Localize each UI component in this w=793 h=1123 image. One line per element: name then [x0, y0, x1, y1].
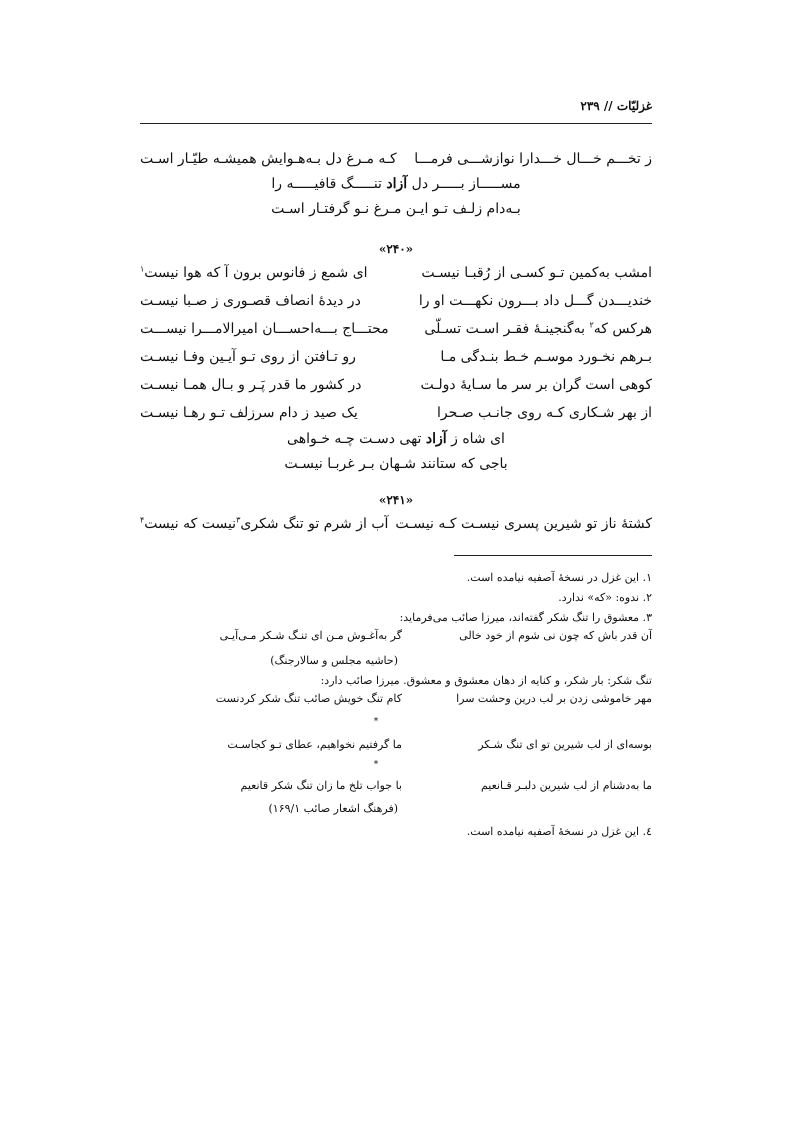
- couplet: [140, 402, 652, 424]
- couplet: [140, 374, 652, 396]
- couplet: [140, 346, 652, 368]
- hemistich-right: مهر خاموشی زدن بر لب درین وحشت سرا: [456, 692, 652, 705]
- hemistich-right: از بهر شـکاری کـه روی جانـب صـحرا: [436, 405, 652, 421]
- footnote-verse: [140, 690, 652, 708]
- hemistich-left: با جواب تلخ ما زان تنگ شکر قانعیم: [240, 779, 402, 792]
- footnote-3: ۳. معشوق را تنگ شکر گفته‌اند، میرزا صائب می‌فرماید:: [399, 611, 652, 624]
- closing-line-2: باجی که ستانند شـهان بـر غربـا نیسـت: [284, 456, 508, 472]
- hemistich-left: محتـــاج بـــه‌احســـان امیرالامـــرا نیســـت: [140, 321, 389, 337]
- footnote-ref: ۱: [140, 264, 145, 274]
- footnote-2: ۲. ندوه: «که» ندارد.: [558, 591, 652, 604]
- footnote-3-note: تنگ شکر: بار شکر، و کنایه از دهان معشوق و معشوق. میرزا صائب دارد:: [320, 674, 652, 687]
- footnote-verse: [140, 777, 652, 795]
- text-part: آب از شرم تو تنگ شکری: [240, 516, 389, 532]
- hemistich-left: رو تـافتن از روی تـو آیـین وفـا نیسـت: [140, 349, 356, 365]
- hemistich-left: یک صید ز دام سرزلف تـو رهـا نیسـت: [140, 405, 358, 421]
- poet-pen-name: آزاد: [386, 176, 408, 192]
- text-part: تهی دسـت چـه خـواهی: [287, 431, 426, 447]
- hemistich-left: در دیدۀ انصاف قصـوری ز صـبا نیسـت: [140, 293, 361, 309]
- hemistich-right: خندیـــدن گـــل داد بـــرون نکهـــت او را: [418, 293, 652, 309]
- hemistich-right: بـرهم نخـورد موسـم خـط بنـدگی مـا: [440, 349, 652, 365]
- hemistich-left: [140, 513, 388, 535]
- hemistich-left: کـه مـرغ دل بـه‌هـوایش همیشـه طیّـار اسـت: [140, 151, 397, 167]
- hemistich-right: امشب به‌کمین تـو کسـی از رُقبـا نیسـت: [421, 265, 652, 281]
- text-part: تنـــــگ قافیـــــه را: [271, 176, 387, 192]
- text-part: هرکس که: [593, 321, 652, 337]
- hemistich-left: ما گرفتیم نخواهیم، عطای تـو کجاسـت: [227, 738, 402, 751]
- footnote-ref: ۲: [589, 320, 594, 330]
- footnote-4: ٤. این غزل در نسخۀ آصفیه نیامده است.: [466, 825, 652, 838]
- hemistich-right: کشتۀ ناز تو شیرین پسری نیسـت کـه نیسـت: [395, 516, 652, 532]
- hemistich-right: [424, 318, 652, 340]
- text-part: مســـــاز بـــــر دل: [407, 176, 521, 192]
- text-part: نیست که نیست: [144, 516, 237, 532]
- separator-star: *: [373, 717, 379, 727]
- footnote-verse: [140, 736, 652, 754]
- couplet: [140, 262, 652, 284]
- page-header: [140, 95, 652, 124]
- hemistich-right: ز تخـــم خـــال خـــدارا نوازشـــی فرمـــا: [414, 151, 652, 167]
- footnote-separator: [454, 555, 652, 556]
- hemistich-right: کوهی است گران بر سر ما سـایۀ دولـت: [420, 377, 652, 393]
- poet-pen-name: آزاد: [425, 431, 447, 447]
- ghazal-number-240: «۲۴۰»: [378, 242, 414, 256]
- footnote-verse: [140, 627, 652, 645]
- text-part: به‌گنجینـۀ فقـر اسـت تسـلّی: [424, 321, 590, 337]
- intro-couplet: [140, 148, 652, 170]
- text-part: ای شاه ز: [446, 431, 505, 447]
- couplet: [140, 290, 652, 312]
- source-text: (فرهنگ اشعار صائب ۱۶۹/۱): [268, 802, 398, 815]
- hemistich-left: [140, 262, 368, 284]
- footnote-ref: ۳: [236, 515, 241, 525]
- hemistich-right: ما به‌دشنام از لب شیرین دلبـر قـانعیم: [480, 779, 652, 792]
- hemistich-left: گر به‌آغـوش مـن ای تنـگ شـکر مـی‌آیـی: [219, 629, 402, 642]
- intro-closing-line-1: [140, 173, 652, 195]
- separator-star: *: [373, 760, 379, 770]
- footnote-1: ۱. این غزل در نسخۀ آصفیه نیامده است.: [466, 571, 652, 584]
- footnote-ref: ۴: [140, 515, 145, 525]
- hemistich-right: آن قدر باش که چون نی شوم از خود خالی: [459, 629, 652, 642]
- hemistich-left: کام تنگ خویش صائب تنگ شکر کردنست: [215, 692, 402, 705]
- ghazal-number-241: «۲۴۱»: [378, 493, 414, 507]
- couplet: [140, 513, 652, 535]
- hemistich-left: در کشور ما قدر پَـر و بـال همـا نیسـت: [140, 377, 362, 393]
- source-text: (حاشیه مجلس و سالارجنگ): [270, 654, 398, 667]
- running-title: غزلیّات // ۲۳۹: [580, 99, 652, 113]
- closing-line-1: [140, 428, 652, 450]
- text-part: ای شمع ز فانوس برون آ که هوا نیست: [144, 265, 368, 281]
- hemistich-right: بوسه‌ای از لب شیرین تو ای تنگ شـکر: [478, 738, 652, 751]
- couplet: [140, 318, 652, 340]
- intro-closing-line-2: بـه‌دام زلـف تـو ایـن مـرغ نـو گرفتـار اسـت: [271, 201, 521, 217]
